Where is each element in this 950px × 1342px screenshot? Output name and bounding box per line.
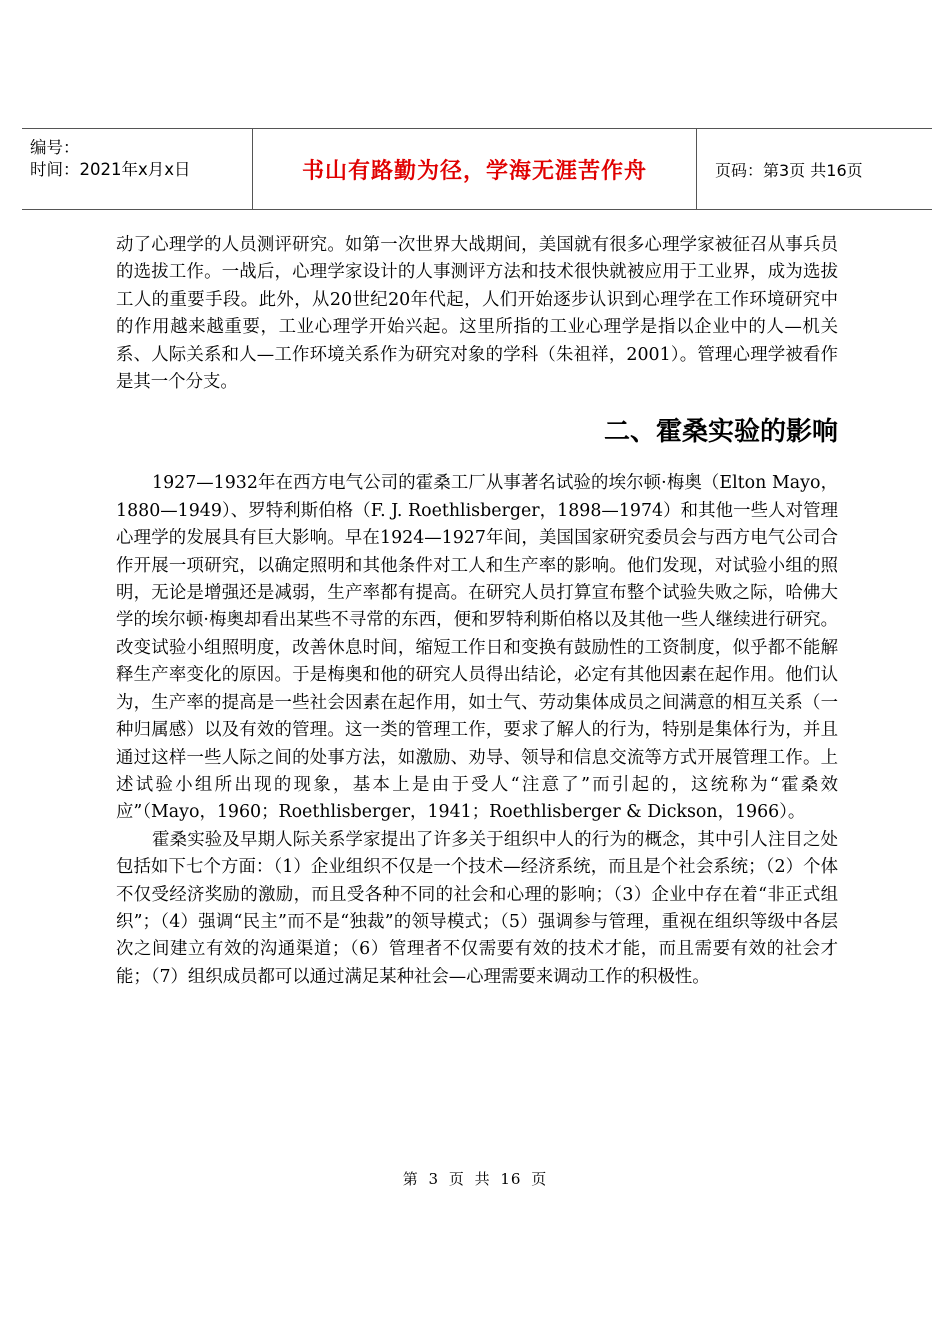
body-paragraph-2: 1927—1932年在西方电气公司的霍桑工厂从事著名试验的埃尔顿·梅奥（Elton Mayo，1880—1949）、罗特利斯伯格（F. J. Roethlisberger，1898—1974）和其他一些人对管理心理学的发展具有巨大影响。早在1924—1927年间，美国国家研究委员会与西方电气公司合作开展一项研究，以确定照明和其他条件对工人和生产率的影响。他们发现，对试验小组的照明，无论是增强还是减弱，生产率都有提高。在研究人员打算宣布整个试验失败之际，哈佛大学的埃尔顿·梅奥却看出某些不寻常的东西，便和罗特利斯伯格以及其他一些人继续进行研究。改变试验小组照明度，改善休息时间，缩短工作日和变换有鼓励性的工资制度，似乎都不能解释生产率变化的原因。于是梅奥和他的研究人员得出结论，必定有其他因素在起作用。他们认为，生产率的提高是一些社会因素在起作用，如士气、劳动集体成员之间满意的相互关系（一种归属感）以及有效的管理。这一类的管理工作，要求了解人的行为，特别是集体行为，并且通过这样一些人际之间的处事方法，如激励、劝导、领导和信息交流等方式开展管理工作。上述试验小组所出现的现象，基本上是由于受人“注意了”而引起的，这统称为“霍桑效应”（Mayo，1960；Roethlisberger，1941；Roethlisberger & Dickson，1966）。 — [116, 473, 838, 823]
document-date: 时间：2021年x月x日 — [30, 160, 191, 179]
page-footer: 第 3 页 共 16 页 — [402, 1170, 548, 1188]
page-header — [22, 128, 932, 210]
body-paragraph-1: 动了心理学的人员测评研究。如第一次世界大战期间，美国就有很多心理学家被征召从事兵员的选拔工作。一战后，心理学家设计的人事测评方法和技术很快就被应用于工业界，成为选拔工人的重要手段。此外，从20世纪20年代起，人们开始逐步认识到心理学在工作环境研究中的作用越来越重要，工业心理学开始兴起。这里所指的工业心理学是指以企业中的人—机关系、人际关系和人—工作环境关系作为研究对象的学科（朱祖祥，2001）。管理心理学被看作是其一个分支。 — [116, 235, 838, 393]
document-number-label: 编号： — [30, 138, 80, 157]
header-meta — [22, 129, 252, 209]
header-motto: 书山有路勤为径，学海无涯苦作舟 — [301, 158, 647, 184]
document-body — [116, 232, 838, 991]
section-heading: 二、霍桑实验的影响 — [603, 417, 838, 448]
header-motto-cell — [252, 129, 697, 209]
body-paragraph-3: 霍桑实验及早期人际关系学家提出了许多关于组织中人的行为的概念，其中引人注目之处包括如下七个方面：（1）企业组织不仅是一个技术—经济系统，而且是个社会系统；（2）个体不仅受经济奖励的激励，而且受各种不同的社会和心理的影响；（3）企业中存在着“非正式组织”；（4）强调“民主”而不是“独裁”的领导模式；（5）强调参与管理，重视在组织等级中各层次之间建立有效的沟通渠道；（6）管理者不仅需要有效的技术才能，而且需要有效的社会才能；（7）组织成员都可以通过满足某种社会—心理需要来调动工作的积极性。 — [116, 829, 838, 987]
header-page-info: 页码：第3页 共16页 — [715, 160, 863, 180]
